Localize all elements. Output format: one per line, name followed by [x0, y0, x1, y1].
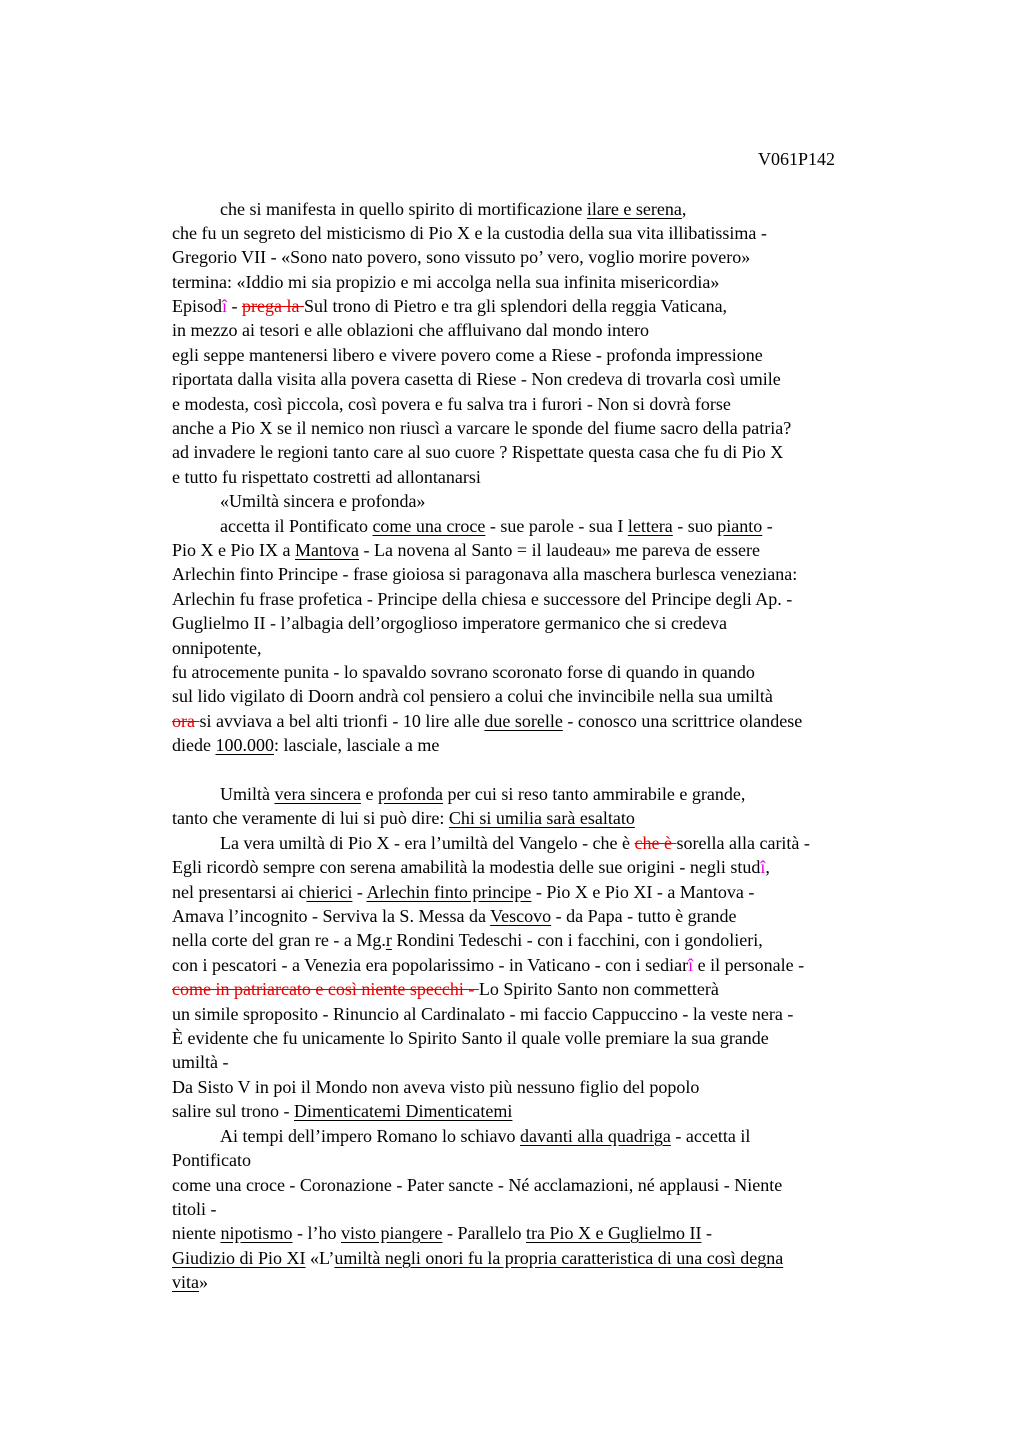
struck-text: ora — [172, 711, 200, 731]
underlined-text: Chi si umilia sarà esaltato — [448, 808, 635, 828]
text-segment: ad invadere le regioni tanto care al suo cuore ? Rispettate questa casa che fu di Pio X — [172, 442, 784, 462]
text-line — [220, 782, 745, 806]
text-segment: » — [199, 1272, 208, 1292]
text-line — [172, 660, 755, 684]
text-segment: termina: «Iddio mi sia propizio e mi accolga nella sua infinita misericordia» — [172, 272, 720, 292]
text-segment: - sue parole - sua I — [485, 516, 628, 536]
text-line — [172, 1002, 793, 1026]
text-line — [172, 806, 635, 830]
text-segment: tanto che veramente di lui si può dire: — [172, 808, 449, 828]
text-segment: Egli ricordò sempre con serena amabilità la modestia delle sue origini - negli stud — [172, 857, 761, 877]
text-segment: Rondini Tedeschi - con i facchini, con i gondolieri, — [391, 930, 763, 950]
text-line — [172, 611, 727, 635]
underlined-text: 100.000 — [215, 735, 274, 755]
underlined-text: ilare e serena — [586, 199, 682, 219]
underlined-text: pianto — [717, 516, 763, 536]
text-line — [172, 1221, 712, 1245]
highlighted-char: î — [222, 296, 228, 316]
text-line — [172, 1173, 782, 1197]
underlined-text: r — [385, 930, 392, 950]
text-segment: nel presentarsi ai c — [172, 882, 307, 902]
text-line — [172, 855, 770, 879]
text-segment: che si manifesta in quello spirito di mortificazione — [220, 199, 587, 219]
underlined-text: hierici — [306, 882, 353, 902]
text-line — [172, 1075, 699, 1099]
text-segment: «L’ — [305, 1248, 335, 1268]
text-line — [172, 221, 767, 245]
text-segment: - — [762, 516, 773, 536]
text-segment: Episod — [172, 296, 223, 316]
text-segment: riportata dalla visita alla povera casetta di Riese - Non credeva di trovarla così umile — [172, 369, 781, 389]
text-line — [220, 514, 773, 538]
text-line — [220, 489, 425, 513]
underlined-text: come una croce — [372, 516, 486, 536]
text-segment: accetta il Pontificato — [220, 516, 373, 536]
text-line — [172, 880, 754, 904]
text-segment: con i pescatori - a Venezia era popolarissimo - in Vaticano - con i sediar — [172, 955, 689, 975]
text-segment: anche a Pio X se il nemico non riuscì a varcare le sponde del fiume sacro della patria? — [172, 418, 792, 438]
text-segment: sorella alla carità - — [676, 833, 810, 853]
text-line — [172, 318, 649, 342]
text-segment: : lasciale, lasciale a me — [273, 735, 440, 755]
text-segment: Amava l’incognito - Serviva la S. Messa da — [172, 906, 491, 926]
text-segment: sul lido vigilato di Doorn andrà col pensiero a colui che invincibile nella sua umiltà — [172, 686, 773, 706]
text-segment: nella corte del gran re - a Mg. — [172, 930, 386, 950]
text-segment: - — [701, 1223, 712, 1243]
text-line — [172, 977, 719, 1001]
highlighted-char: î — [688, 955, 694, 975]
text-segment: Pio X e Pio IX a — [172, 540, 295, 560]
text-segment: e tutto fu rispettato costretti ad allontanarsi — [172, 467, 481, 487]
underlined-text: Mantova — [295, 540, 359, 560]
underlined-text: vera sincera — [274, 784, 361, 804]
highlighted-char: î — [760, 857, 766, 877]
text-segment: fu atrocemente punita - lo spavaldo sovrano scoronato forse di quando in quando — [172, 662, 755, 682]
text-segment: , — [681, 199, 687, 219]
underlined-text: vita — [172, 1272, 199, 1292]
text-line — [172, 1050, 229, 1074]
text-line — [172, 636, 261, 660]
text-line — [172, 953, 804, 977]
text-segment: Ai tempi dell’impero Romano lo schiavo — [220, 1126, 520, 1146]
text-line — [172, 1148, 251, 1172]
text-line — [172, 245, 750, 269]
text-line — [172, 343, 763, 367]
underlined-text: davanti alla quadriga — [519, 1126, 671, 1146]
underlined-text: profonda — [377, 784, 443, 804]
underlined-text: tra Pio X e Guglielmo II — [525, 1223, 702, 1243]
underlined-text: Giudizio di Pio XI — [172, 1248, 306, 1268]
text-line — [172, 270, 719, 294]
text-line — [172, 1099, 512, 1123]
text-line — [172, 294, 727, 318]
text-line — [172, 587, 792, 611]
text-segment: Lo Spirito Santo non commetterà — [478, 979, 719, 999]
text-line — [220, 1124, 750, 1148]
text-segment: che fu un segreto del misticismo di Pio X e la custodia della sua vita illibatissima - — [172, 223, 767, 243]
text-line — [172, 416, 791, 440]
text-segment: - l’ho — [292, 1223, 341, 1243]
text-line — [172, 928, 763, 952]
text-line — [172, 1197, 217, 1221]
text-line — [172, 465, 481, 489]
text-line — [172, 709, 802, 733]
text-segment: Guglielmo II - l’albagia dell’orgoglioso imperatore germanico che si credeva — [172, 613, 727, 633]
text-line — [172, 1026, 769, 1050]
text-line — [172, 904, 737, 928]
text-segment: - Parallelo — [442, 1223, 526, 1243]
text-segment: e — [360, 784, 378, 804]
text-segment: - suo — [672, 516, 718, 536]
text-segment: Umiltà — [220, 784, 275, 804]
text-segment: e modesta, così piccola, così povera e fu salva tra i furori - Non si dovrà forse — [172, 394, 731, 414]
text-segment: - da Papa - tutto è grande — [551, 906, 737, 926]
underlined-text: lettera — [627, 516, 673, 536]
text-segment: salire sul trono - — [172, 1101, 294, 1121]
text-line — [220, 197, 686, 221]
underlined-text: Vescovo — [490, 906, 552, 926]
text-segment: diede — [172, 735, 216, 755]
text-segment: egli seppe mantenersi libero e vivere povero come a Riese - profonda impressione — [172, 345, 763, 365]
text-segment: Sul trono di Pietro e tra gli splendori della reggia Vaticana, — [304, 296, 728, 316]
text-line — [172, 392, 731, 416]
text-segment: e il personale - — [693, 955, 805, 975]
underlined-text: umiltà negli onori fu la propria caratteristica di una così degna — [334, 1248, 784, 1268]
underlined-text: Dimenticatemi Dimenticatemi — [293, 1101, 513, 1121]
text-segment: - — [227, 296, 243, 316]
text-segment: Da Sisto V in poi il Mondo non aveva visto più nessuno figlio del popolo — [172, 1077, 700, 1097]
struck-text: prega la — [242, 296, 304, 316]
text-segment: «Umiltà sincera e profonda» — [220, 491, 426, 511]
text-line — [172, 733, 439, 757]
text-segment: - conosco una scrittrice olandese — [562, 711, 803, 731]
underlined-text: visto piangere — [341, 1223, 443, 1243]
text-segment: un simile sproposito - Rinuncio al Cardinalato - mi faccio Cappuccino - la veste nera - — [172, 1004, 794, 1024]
text-segment: per cui si reso tanto ammirabile e grande, — [442, 784, 746, 804]
text-segment: - accetta il — [670, 1126, 751, 1146]
text-line — [220, 831, 810, 855]
text-line — [172, 1246, 783, 1270]
underlined-text: Arlechin finto principe — [366, 882, 532, 902]
text-segment: si avviava a bel alti trionfi - 10 lire alle — [199, 711, 485, 731]
text-segment: come una croce - Coronazione - Pater sancte - Né acclamazioni, né applausi - Niente — [172, 1175, 783, 1195]
text-segment: , — [765, 857, 770, 877]
underlined-text: nipotismo — [220, 1223, 293, 1243]
text-segment: La vera umiltà di Pio X - era l’umiltà del Vangelo - che è — [220, 833, 635, 853]
page-identifier: V061P142 — [758, 149, 836, 169]
text-segment: - Pio X e Pio XI - a Mantova - — [531, 882, 755, 902]
text-line — [172, 1270, 208, 1294]
text-segment: niente — [172, 1223, 221, 1243]
text-segment: Arlechin fu frase profetica - Principe della chiesa e successore del Principe degli Ap. - — [172, 589, 793, 609]
text-line — [172, 367, 781, 391]
text-segment: - La novena al Santo = il laudeau» me pareva de essere — [358, 540, 760, 560]
text-line — [172, 562, 797, 586]
struck-text: come in patriarcato e così niente specchi - — [172, 979, 479, 999]
text-segment: Arlechin finto Principe - frase gioiosa si paragonava alla maschera burlesca veneziana: — [172, 564, 798, 584]
text-line — [172, 684, 773, 708]
text-segment: - — [352, 882, 367, 902]
text-segment: in mezzo ai tesori e alle oblazioni che affluivano dal mondo intero — [172, 320, 649, 340]
struck-text: che è — [634, 833, 677, 853]
text-segment: Gregorio VII - «Sono nato povero, sono vissuto po’ vero, voglio morire povero» — [172, 247, 751, 267]
underlined-text: due sorelle — [484, 711, 563, 731]
text-segment: Pontificato — [172, 1150, 251, 1170]
text-line — [172, 538, 760, 562]
text-segment: onnipotente, — [172, 638, 262, 658]
text-line — [172, 440, 783, 464]
text-segment: umiltà - — [172, 1052, 229, 1072]
text-segment: È evidente che fu unicamente lo Spirito Santo il quale volle premiare la sua grande — [172, 1028, 769, 1048]
text-segment: titoli - — [172, 1199, 217, 1219]
